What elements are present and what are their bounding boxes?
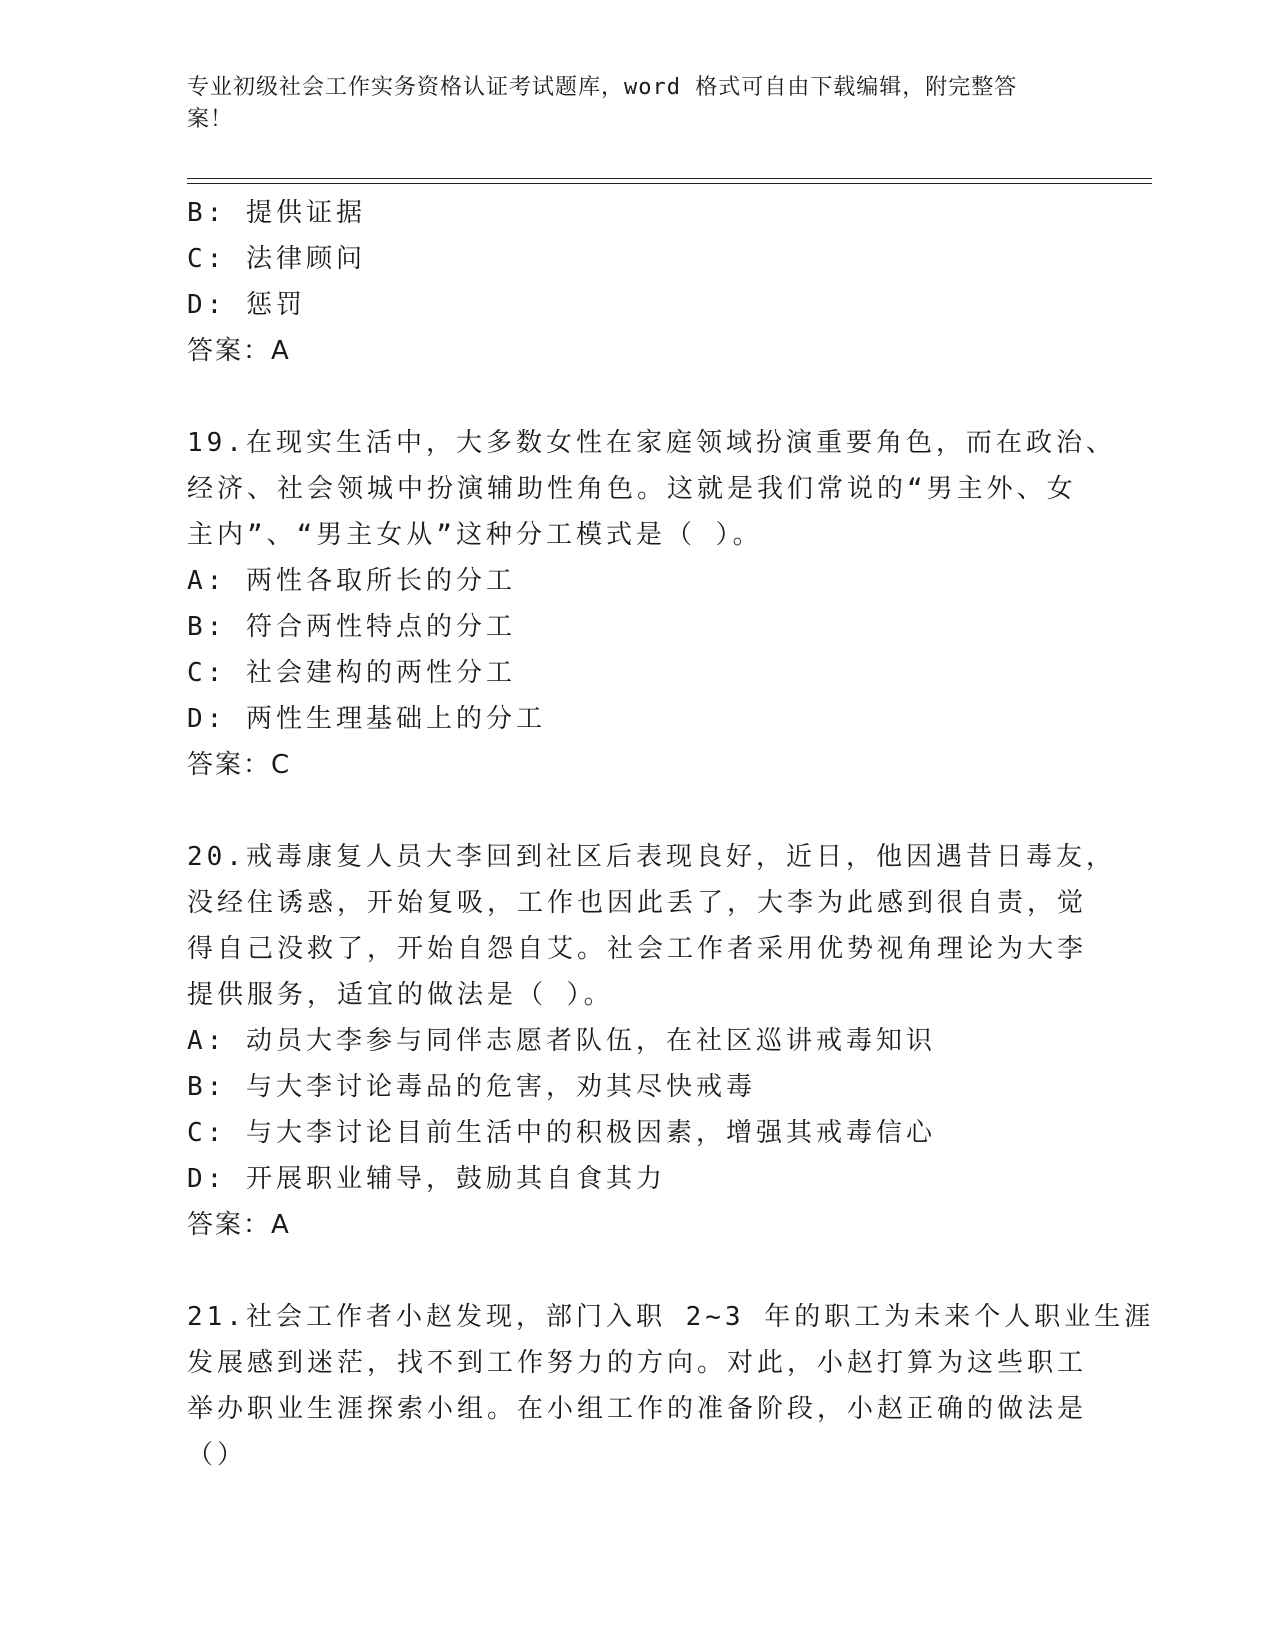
- question-18-tail: [187, 190, 1087, 374]
- question-text-line: 发展感到迷茫，找不到工作努力的方向。对此，小赵打算为这些职工: [187, 1348, 1088, 1378]
- question-text-line: 经济、社会领城中扮演辅助性角色。这就是我们常说的“男主外、女: [187, 474, 1077, 504]
- header-line-1: 专业初级社会工作实务资格认证考试题库，word 格式可自由下载编辑，附完整答: [187, 75, 1018, 100]
- answer-line: 答案：A: [187, 1210, 291, 1240]
- question-text-line: 提供服务，适宜的做法是（ ）。: [187, 980, 614, 1010]
- option-b: B: 与大李讨论毒品的危害，劝其尽快戒毒: [187, 1072, 756, 1102]
- question-text-line: 举办职业生涯探索小组。在小组工作的准备阶段，小赵正确的做法是: [187, 1394, 1088, 1424]
- question-20: [187, 834, 1116, 1248]
- document-header: [187, 72, 1067, 136]
- question-21: [187, 1294, 1155, 1478]
- document-body: [187, 190, 1155, 1478]
- option-b: B: 提供证据: [187, 198, 366, 228]
- question-text-line: 19.在现实生活中，大多数女性在家庭领域扮演重要角色，而在政治、: [187, 428, 1116, 458]
- header-line-2: 案！: [187, 107, 234, 132]
- option-a: A: 动员大李参与同伴志愿者队伍，在社区巡讲戒毒知识: [187, 1026, 936, 1056]
- question-text-line: （）: [187, 1440, 248, 1470]
- spacer: [187, 1248, 1087, 1294]
- option-c: C: 法律顾问: [187, 244, 366, 274]
- answer-line: 答案：A: [187, 336, 291, 366]
- option-c: C: 社会建构的两性分工: [187, 658, 516, 688]
- spacer: [187, 788, 1087, 834]
- option-b: B: 符合两性特点的分工: [187, 612, 516, 642]
- option-c: C: 与大李讨论目前生活中的积极因素，增强其戒毒信心: [187, 1118, 936, 1148]
- header-divider-bottom: [187, 183, 1152, 184]
- question-text-line: 主内”、“男主女从”这种分工模式是（ ）。: [187, 520, 763, 550]
- question-text-line: 没经住诱惑，开始复吸，工作也因此丢了，大李为此感到很自责，觉: [187, 888, 1088, 918]
- option-d: D: 两性生理基础上的分工: [187, 704, 546, 734]
- question-text-line: 20.戒毒康复人员大李回到社区后表现良好，近日，他因遇昔日毒友，: [187, 842, 1116, 872]
- question-text-line: 21.社会工作者小赵发现，部门入职 2~3 年的职工为未来个人职业生涯: [187, 1302, 1155, 1332]
- spacer: [187, 374, 1087, 420]
- option-d: D: 惩罚: [187, 290, 306, 320]
- option-a: A: 两性各取所长的分工: [187, 566, 516, 596]
- header-divider-top: [187, 178, 1152, 179]
- question-19: [187, 420, 1116, 788]
- option-d: D: 开展职业辅导，鼓励其自食其力: [187, 1164, 666, 1194]
- question-text-line: 得自己没救了，开始自怨自艾。社会工作者采用优势视角理论为大李: [187, 934, 1088, 964]
- answer-line: 答案：C: [187, 750, 292, 780]
